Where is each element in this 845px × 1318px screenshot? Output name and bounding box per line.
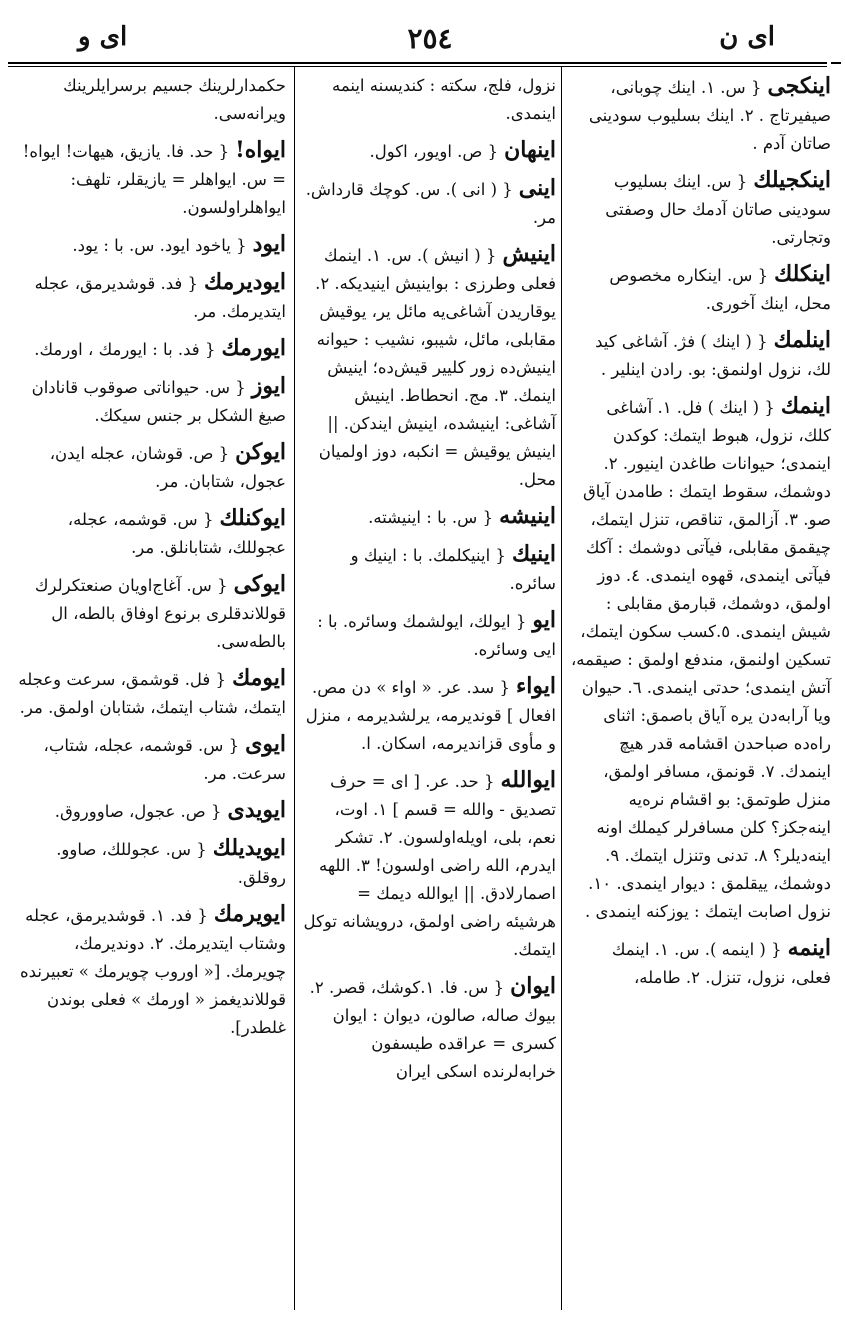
entry-definition: { فد. ١. قوشدیرمق، عجله وشتاب ایتدیرمك. ٢. دوندیرمك، چویرمك. [« اوروب چویرمك » تعبیرنده قوللاندیغمز « اورمك » فعلی بوندن غلطدر]. bbox=[20, 906, 286, 1037]
entry-definition: { ایولك، ایولشمك وسائره. با : ایی وسائره. bbox=[317, 612, 556, 659]
dictionary-entry bbox=[8, 832, 290, 898]
dictionary-entry bbox=[565, 258, 835, 324]
entry-headword: ایوز bbox=[251, 373, 286, 399]
entry-headword: ایویدی bbox=[227, 797, 286, 823]
entry-definition: { ( اینمه ). س. ١. اینمك فعلی، نزول، تنزل. ٢. طامله، bbox=[611, 940, 831, 987]
entry-definition: نزول، فلج، سکته : کندیسنه اینمه اینمدی. bbox=[331, 76, 556, 123]
dictionary-entry bbox=[8, 502, 290, 568]
entry-headword: ایواء bbox=[515, 673, 556, 699]
entry-definition: { ص. اویور، اکول. bbox=[369, 142, 499, 161]
entry-headword: اینمه bbox=[787, 935, 831, 961]
entry-definition: { فد. قوشدیرمق، عجله ایتدیرمك. مر. bbox=[34, 274, 286, 321]
column-divider bbox=[294, 66, 295, 1310]
entry-headword: ایوان bbox=[510, 973, 556, 999]
dictionary-entry bbox=[565, 324, 835, 390]
entry-definition: { س. اینك بسلیوب سودینی صاتان آدمك حال وصفتی وتجارتی. bbox=[605, 172, 831, 247]
entry-definition: { ( اینك ) فل. ١. آشاغی کلك، نزول، هبوط ایتمك: کوکدن اینمدی؛ حیوانات طاغدن اینیور. ٢. دوشمك، سقوط ایتمك : طامدن آیاق صو. ٣. آزالمق، تناقص، تنزل ایتمك، چیقمق مقابلی، فیآتی دوشمك : آکك فیآتی اینمدی، قهوه اینمدی. ٤. دوز اولمق، دوشمك، قبارمق مقابلی : شیش اینمدی. ٥.کسب سکون ایتمك، تسکین اولنمق، مندفع اولمق : صیقمه، آتش اینمدی؛ حدتی اینمدی. ٦. حیوان ویا آرابه‌دن یره آیاق باصمق: اثنای راه‌ده صباحدن اقشامه قدر هیچ اینمدك. ٧. قونمق، مسافر اولمق، منزل طوتمق: بو اقشام نره‌یه اینه‌جکز؟ کلن مسافرلر کیملك اونه اینه‌دیلر؟ ٨. تدنی وتنزل ایتمك. ٩. دوشمك، ییقلمق : دیوار اینمدی. ١٠. نزول اصابت ایتمك : یوزکنه اینمدی . bbox=[570, 398, 831, 921]
column-divider bbox=[561, 66, 562, 1310]
entry-definition: { فد. با : ایورمك ، اورمك. bbox=[34, 340, 216, 359]
dictionary-entry bbox=[8, 266, 290, 332]
entry-headword: اینمك bbox=[780, 393, 831, 419]
entry-definition: { حد. عر. [ ای = حرف تصدیق - والله = قسم ] ١. اوت، نعم، بلی، اویله‌اولسون. ٢. تشکر ایدرم، الله راضی اولسون! ٣. اللهه اصمارلادق. || ایوالله دیمك = هرشیئه راضی اولمق، درویشانه توکل ایتمك. bbox=[303, 772, 556, 959]
entry-headword: ایوی bbox=[245, 731, 286, 757]
entry-headword: ایورمك bbox=[221, 335, 286, 361]
entry-headword: ایود bbox=[252, 231, 286, 257]
dictionary-entry bbox=[8, 370, 290, 436]
entry-headword: اینکجیلك bbox=[753, 167, 831, 193]
dictionary-entry bbox=[8, 568, 290, 662]
dictionary-entry bbox=[298, 604, 560, 670]
entry-definition: { س. ١. اینك چوبانی، صیفیرتاج . ٢. اینك بسلیوب سودینی صاتان آدم . bbox=[588, 78, 831, 153]
entry-definition: { س. قوشمه، عجله، عجوللك، شتابانلق. مر. bbox=[67, 510, 286, 557]
dictionary-entry bbox=[298, 238, 560, 500]
entry-headword: ایویرمك bbox=[213, 901, 286, 927]
entry-definition: { س. آغاج‌اویان صنعتکرلرك قوللاندقلری برنوع اوفاق بالطه، ال بالطه‌سی. bbox=[34, 576, 286, 651]
entry-definition: { ( اینك ) ﻓﮋ. آشاغی کید لك، نزول اولنمق: بو. رادن اینلیر . bbox=[595, 332, 831, 379]
header-right-guide: ای ن bbox=[719, 22, 775, 52]
column-left bbox=[8, 70, 290, 1310]
entry-headword: ایو bbox=[532, 607, 556, 633]
dictionary-entry bbox=[8, 662, 290, 728]
dictionary-entry bbox=[298, 172, 560, 238]
dictionary-entry bbox=[565, 932, 835, 998]
dictionary-entry bbox=[298, 500, 560, 538]
entry-headword: اینیك bbox=[511, 541, 556, 567]
dictionary-entry bbox=[8, 898, 290, 1048]
page-header bbox=[0, 0, 845, 62]
header-rule bbox=[8, 62, 827, 64]
dictionary-entry bbox=[8, 134, 290, 228]
entry-definition: { سد. عر. « اواء » دن مص. افعال ] قوندیرمه، یرلشدیرمه ، منزل و مأوی قزاندیرمه، اسکان. ا. bbox=[305, 678, 556, 753]
entry-headword: ایوالله bbox=[500, 767, 556, 793]
entry-headword: ایوکن bbox=[235, 439, 286, 465]
entry-definition: { س. فا. ١.کوشك، قصر. ٢. بیوك صاله، صالون، دیوان : ایوان کسری = عراقده طیسفون خرابه‌لرنده اسکی ایران bbox=[309, 978, 556, 1081]
column-right bbox=[565, 70, 835, 1310]
dictionary-entry bbox=[8, 332, 290, 370]
entry-definition: { س. عجوللك، صاوو. روقلق. bbox=[56, 840, 286, 887]
entry-definition: حکمدارلرینك جسیم برسرایلرینك ویرانه‌سی. bbox=[63, 76, 286, 123]
dictionary-entry bbox=[298, 134, 560, 172]
dictionary-entry bbox=[565, 70, 835, 164]
dictionary-entry bbox=[565, 390, 835, 932]
column-middle bbox=[298, 70, 560, 1310]
dictionary-entry bbox=[298, 70, 560, 134]
dictionary-entry bbox=[298, 970, 560, 1092]
entry-headword: ایومك bbox=[232, 665, 286, 691]
entry-headword: اینی bbox=[518, 175, 556, 201]
entry-headword: اینلمك bbox=[773, 327, 831, 353]
dictionary-entry bbox=[298, 764, 560, 970]
dictionary-entry bbox=[565, 164, 835, 258]
dictionary-entry bbox=[8, 228, 290, 266]
dictionary-entry bbox=[298, 538, 560, 604]
entry-definition: { س. قوشمه، عجله، شتاب، سرعت. مر. bbox=[43, 736, 286, 783]
header-rule-thin bbox=[8, 66, 827, 67]
entry-definition: { یاخود ایود. س. با : یود. bbox=[72, 236, 247, 255]
entry-headword: ایویدیلك bbox=[212, 835, 286, 861]
margin-dash bbox=[831, 62, 841, 64]
entry-headword: ایواه! bbox=[235, 137, 286, 163]
entry-headword: ایودیرمك bbox=[204, 269, 286, 295]
entry-headword: اینیشه bbox=[499, 503, 556, 529]
entry-definition: { ص. قوشان، عجله ایدن، عجول، شتابان. مر. bbox=[49, 444, 286, 491]
entry-headword: اینیش bbox=[502, 241, 556, 267]
entry-definition: { ( انیش ). س. ١. اینمك فعلی وطرزی : بواینیش اینیدیکه. ٢. یوقاریدن آشاغی‌یه مائل یر، یوقیش مقابلی، مائل، شیبو، نشیب : حیوانه اینیش‌ده زور کلییر قیش‌ده؛ اینیش اینمك. ٣. مج. انحطاط. اینیش آشاغی: اینیشده، اینیش ایندکن. || اینیش یوقیش = انکبه، دوز اولمیان محل. bbox=[315, 246, 556, 489]
entry-headword: ایوکنلك bbox=[219, 505, 286, 531]
entry-headword: اینهان bbox=[504, 137, 556, 163]
dictionary-entry bbox=[8, 70, 290, 134]
entry-definition: { س. با : اینیشته. bbox=[368, 508, 494, 527]
dictionary-entry bbox=[8, 794, 290, 832]
entry-headword: اینکلك bbox=[774, 261, 831, 287]
entry-definition: { س. اینکاره مخصوص محل، اینك آخوری. bbox=[609, 266, 831, 313]
dictionary-entry bbox=[8, 728, 290, 794]
dictionary-entry bbox=[298, 670, 560, 764]
entry-definition: { ص. عجول، صاووروق. bbox=[54, 802, 222, 821]
entry-definition: { حد. فا. یازیق، هیهات! ایواه! = س. ایواهلر = یازیقلر، تلهف: ایواهلراولسون. bbox=[22, 142, 286, 217]
dictionary-entry bbox=[8, 436, 290, 502]
entry-definition: { ( انی ). س. کوچك قارداش. مر. bbox=[305, 180, 556, 227]
entry-headword: ایوکی bbox=[233, 571, 286, 597]
entry-definition: { فل. قوشمق، سرعت وعجله ایتمك، شتاب ایتمك، شتابان اولمق. مر. bbox=[18, 670, 286, 717]
entry-definition: { س. حیواناتی صوقوب قانادان صیغ الشکل بر جنس سیکك. bbox=[31, 378, 286, 425]
header-left-guide: ای و bbox=[78, 22, 128, 52]
page-number: ٢٥٤ bbox=[407, 22, 453, 55]
entry-headword: اینکجی bbox=[767, 73, 831, 99]
entry-definition: { اینیکلمك. با : اینیك و سائره. bbox=[350, 546, 556, 593]
